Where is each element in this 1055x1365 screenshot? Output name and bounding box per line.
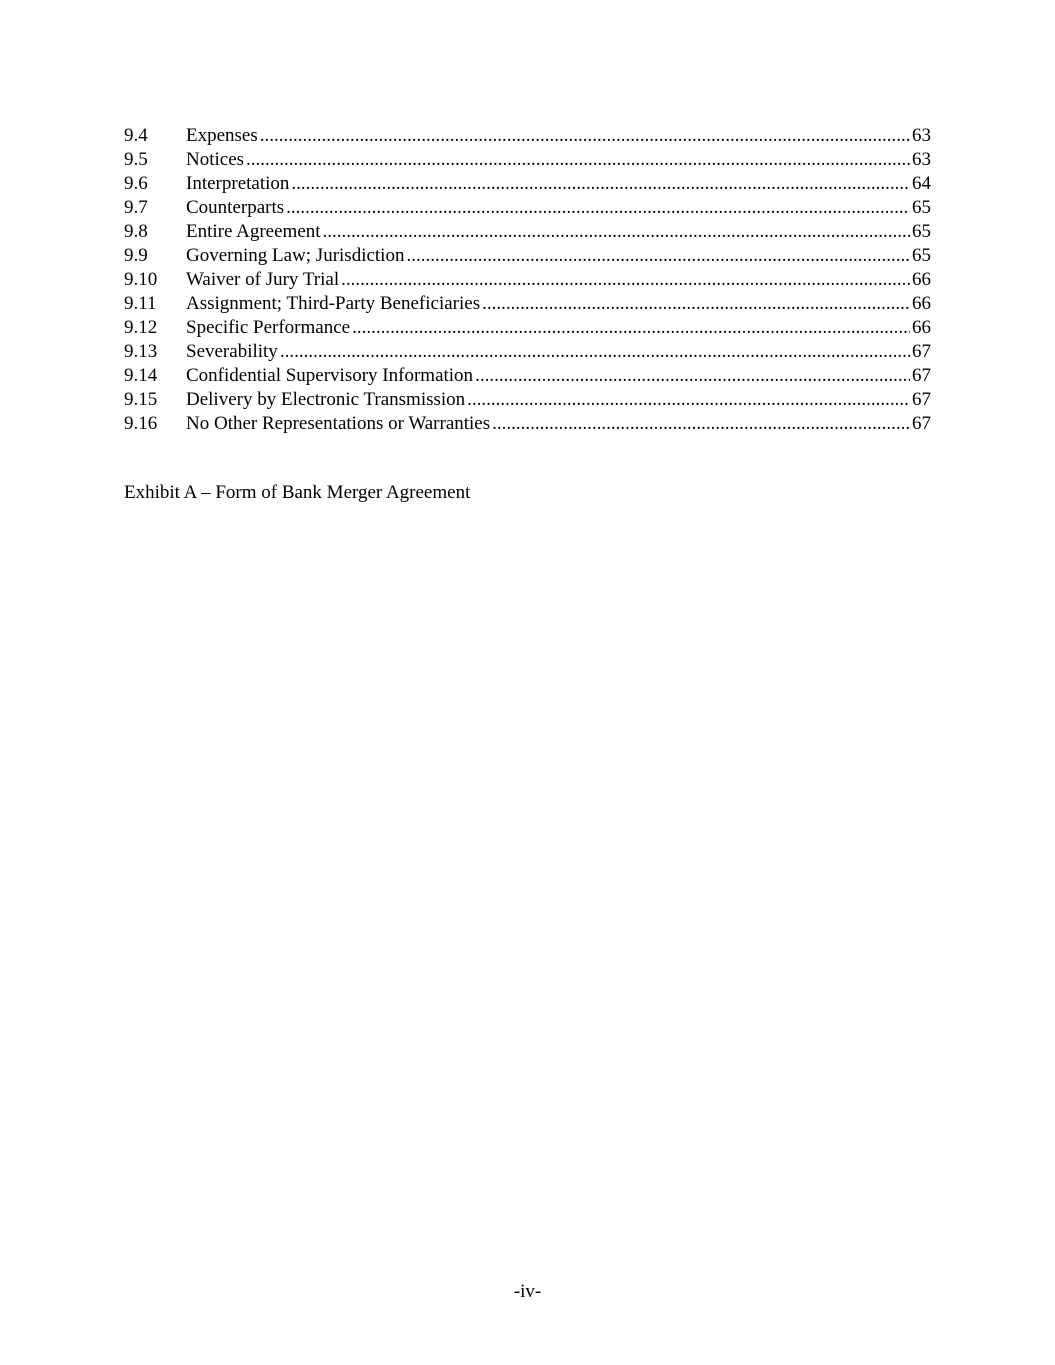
toc-page-number: 67 <box>912 341 931 362</box>
toc-section-title: Confidential Supervisory Information <box>186 365 474 386</box>
exhibit-reference: Exhibit A – Form of Bank Merger Agreement <box>124 482 471 503</box>
toc-section-number: 9.16 <box>124 413 158 434</box>
toc-section-number: 9.12 <box>124 317 158 338</box>
toc-page-number: 65 <box>912 197 931 218</box>
toc-entry-9-7 <box>124 196 931 220</box>
toc-page-number: 65 <box>912 221 931 242</box>
toc-entry-9-13 <box>124 340 931 364</box>
toc-page-number: 65 <box>912 245 931 266</box>
toc-page-number: 67 <box>912 389 931 410</box>
toc-page-number: 66 <box>912 293 931 314</box>
toc-page-number: 66 <box>912 317 931 338</box>
toc-section-title: Delivery by Electronic Transmission <box>186 389 466 410</box>
toc-leader-dots <box>406 244 910 268</box>
toc-entry-9-6 <box>124 172 931 196</box>
toc-entry-9-14 <box>124 364 931 388</box>
toc-section-number: 9.9 <box>124 245 148 266</box>
table-of-contents <box>124 124 931 436</box>
toc-leader-dots <box>291 172 910 196</box>
toc-page-number: 66 <box>912 269 931 290</box>
toc-section-number: 9.13 <box>124 341 158 362</box>
toc-leader-dots <box>323 220 910 244</box>
toc-section-number: 9.14 <box>124 365 158 386</box>
toc-page-number: 63 <box>912 149 931 170</box>
toc-section-title: Entire Agreement <box>186 221 321 242</box>
toc-leader-dots <box>352 316 910 340</box>
toc-section-number: 9.8 <box>124 221 148 242</box>
toc-entry-9-12 <box>124 316 931 340</box>
toc-section-number: 9.15 <box>124 389 158 410</box>
toc-leader-dots <box>475 364 910 388</box>
toc-section-number: 9.5 <box>124 149 148 170</box>
toc-section-number: 9.7 <box>124 197 148 218</box>
toc-section-title: Severability <box>186 341 278 362</box>
toc-leader-dots <box>341 268 910 292</box>
toc-page-number: 67 <box>912 413 931 434</box>
toc-section-title: Waiver of Jury Trial <box>186 269 340 290</box>
toc-section-number: 9.10 <box>124 269 158 290</box>
toc-section-title: Counterparts <box>186 197 285 218</box>
toc-entry-9-15 <box>124 388 931 412</box>
toc-section-title: Notices <box>186 149 245 170</box>
toc-leader-dots <box>280 340 910 364</box>
toc-section-title: Expenses <box>186 125 258 146</box>
toc-leader-dots <box>286 196 910 220</box>
toc-section-title: Specific Performance <box>186 317 351 338</box>
toc-section-title: No Other Representations or Warranties <box>186 413 491 434</box>
toc-entry-9-9 <box>124 244 931 268</box>
toc-section-title: Governing Law; Jurisdiction <box>186 245 405 266</box>
toc-leader-dots <box>246 148 910 172</box>
toc-entry-9-4 <box>124 124 931 148</box>
toc-leader-dots <box>482 292 910 316</box>
toc-section-title: Interpretation <box>186 173 290 194</box>
toc-entry-9-5 <box>124 148 931 172</box>
toc-entry-9-10 <box>124 268 931 292</box>
toc-leader-dots <box>260 124 910 148</box>
toc-section-number: 9.4 <box>124 125 148 146</box>
page-number-footer: -iv- <box>513 1281 542 1302</box>
toc-section-number: 9.11 <box>124 293 157 314</box>
toc-leader-dots <box>492 412 910 436</box>
toc-entry-9-8 <box>124 220 931 244</box>
toc-section-number: 9.6 <box>124 173 148 194</box>
toc-page-number: 64 <box>912 173 931 194</box>
toc-entry-9-16 <box>124 412 931 436</box>
toc-section-title: Assignment; Third-Party Beneficiaries <box>186 293 481 314</box>
toc-leader-dots <box>467 388 910 412</box>
toc-entry-9-11 <box>124 292 931 316</box>
toc-page-number: 63 <box>912 125 931 146</box>
toc-page-number: 67 <box>912 365 931 386</box>
